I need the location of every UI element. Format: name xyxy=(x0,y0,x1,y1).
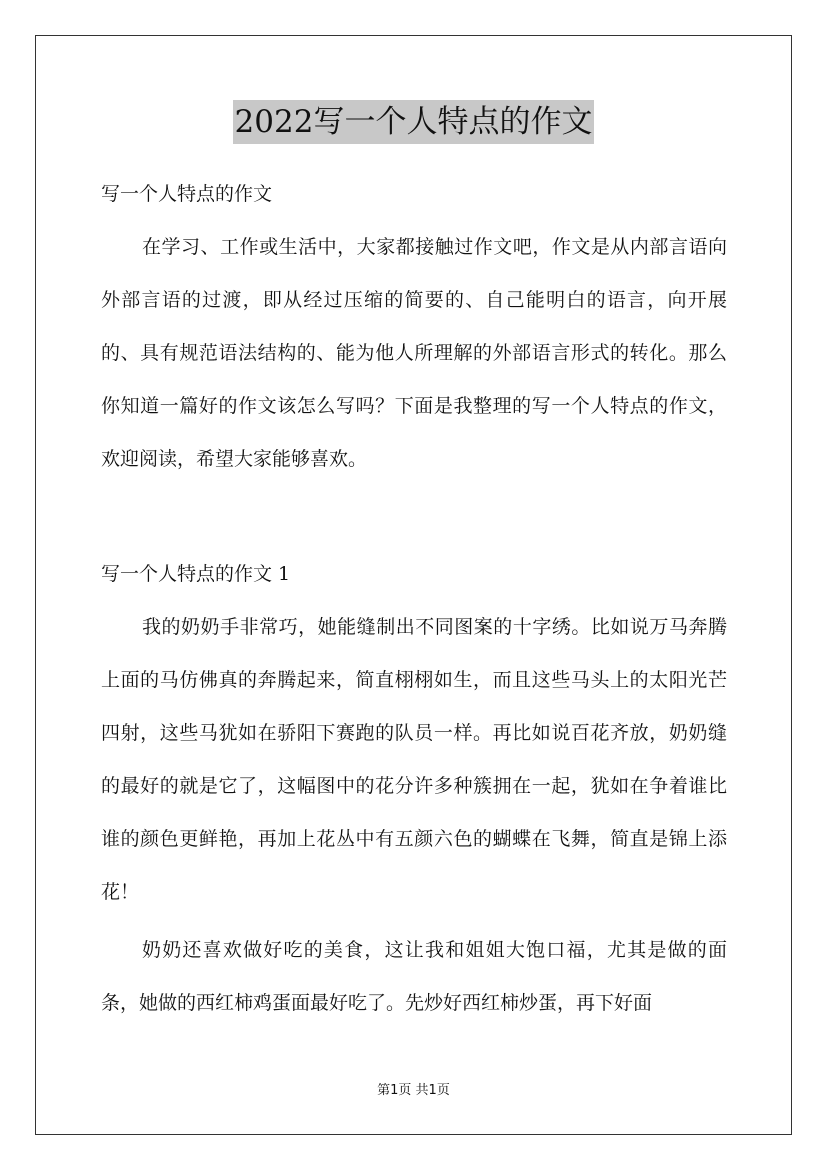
intro-heading: 写一个人特点的作文 xyxy=(101,183,273,205)
section1-paragraph-1: 我的奶奶手非常巧，她能缝制出不同图案的十字绣。比如说万马奔腾上面的马仿佛真的奔腾起来，简直栩栩如生，而且这些马头上的太阳光芒四射，这些马犹如在骄阳下赛跑的队员一样。再比如说百花齐放，奶奶缝的最好的就是它了，这幅图中的花分许多种簇拥在一起，犹如在争着谁比谁的颜色更鲜艳，再加上花丛中有五颜六色的蝴蝶在飞舞，简直是锦上添花！ xyxy=(101,616,727,903)
document-title-text: 2022写一个人特点的作文 xyxy=(233,100,595,144)
page-footer: 第1页 共1页 xyxy=(377,1083,450,1098)
intro-paragraph: 在学习、工作或生活中，大家都接触过作文吧，作文是从内部言语向外部言语的过渡，即从经过压缩的简要的、自己能明白的语言，向开展的、具有规范语法结构的、能为他人所理解的外部语言形式的转化。那么你知道一篇好的作文该怎么写吗？下面是我整理的写一个人特点的作文，欢迎阅读，希望大家能够喜欢。 xyxy=(101,236,727,470)
section1-heading: 写一个人特点的作文 1 xyxy=(101,563,291,585)
document-title xyxy=(0,100,827,144)
section1-paragraph-2: 奶奶还喜欢做好吃的美食，这让我和姐姐大饱口福，尤其是做的面条，她做的西红柿鸡蛋面最好吃了。先炒好西红柿炒蛋，再下好面 xyxy=(101,939,727,1014)
